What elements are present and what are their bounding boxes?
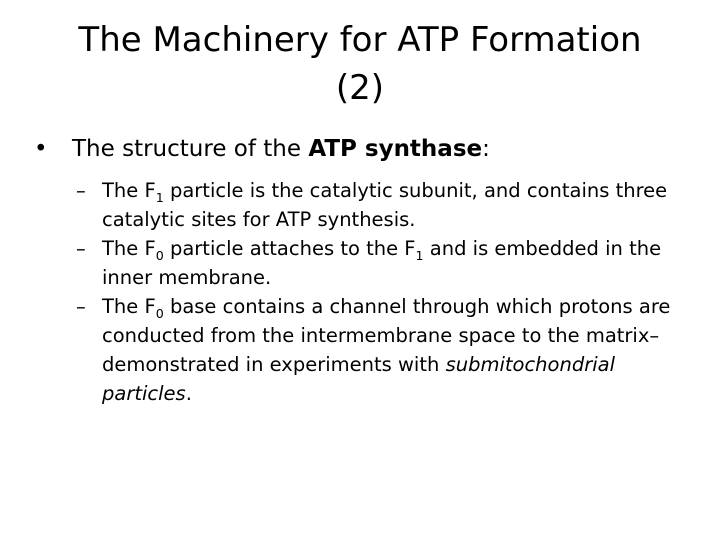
slide-title-line-2: (2) bbox=[335, 68, 385, 108]
sub-bullet-3-text-a: The F bbox=[102, 295, 156, 318]
bullet-dot-icon: • bbox=[34, 136, 48, 162]
sub-bullet-3-text-b: base contains a channel through which protons are conducted from the intermembrane space to the matrix–demonstrated in experiments with bbox=[102, 295, 671, 376]
dash-icon: – bbox=[76, 295, 86, 318]
sub-bullet-3-text-c: . bbox=[185, 382, 192, 405]
sub-bullet-2 bbox=[76, 234, 708, 292]
sub-bullet-2-text-b: particle attaches to the F bbox=[163, 237, 416, 260]
sub-bullet-1-text-b: particle is the catalytic subunit, and contains three catalytic sites for ATP synthesis. bbox=[102, 179, 668, 231]
sub-bullet-1 bbox=[76, 176, 708, 234]
dash-icon: – bbox=[76, 179, 86, 202]
subscript: 0 bbox=[155, 247, 164, 263]
subscript: 1 bbox=[415, 247, 424, 263]
sub-bullet-1-text-a: The F bbox=[102, 179, 156, 202]
subscript: 1 bbox=[155, 189, 164, 205]
sub-bullet-2-text-c: and is embedded in the inner membrane. bbox=[102, 237, 662, 289]
main-bullet-colon: : bbox=[482, 136, 490, 162]
slide-title bbox=[40, 16, 680, 112]
dash-icon: – bbox=[76, 237, 86, 260]
main-bullet-text: The structure of the bbox=[72, 136, 309, 162]
main-bullet bbox=[34, 131, 694, 167]
sub-bullet-list bbox=[76, 176, 708, 408]
sub-bullet-2-text-a: The F bbox=[102, 237, 156, 260]
slide-title-line-1: The Machinery for ATP Formation bbox=[78, 20, 642, 60]
sub-bullet-3 bbox=[76, 292, 708, 408]
main-bullet-bold: ATP synthase bbox=[308, 136, 483, 162]
sub-bullet-3-italic: submitochondrial particles bbox=[102, 353, 615, 405]
subscript: 0 bbox=[155, 305, 164, 321]
